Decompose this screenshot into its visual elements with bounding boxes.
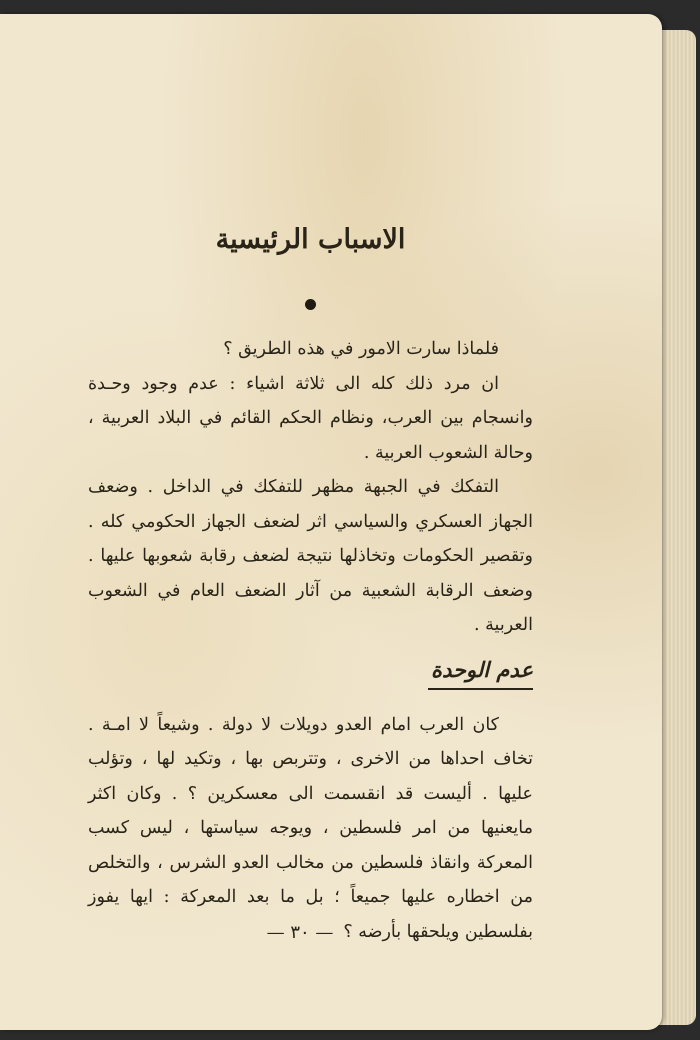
paragraph-weakness: التفكك في الجبهة مظهر للتفكك في الداخل . وضعف الجهاز العسكري والسياسي اثر لضعف الجهاز الحكومي كله . وتقصير الحكومات وتخاذلها نتيجة لضعف رقابة شعوبها عليها . وضعف الرقابة الشعبية من آثار الضعف العام في الشعوب العربية . bbox=[88, 477, 533, 635]
section-heading: عدم الوحدة bbox=[428, 657, 533, 690]
section-heading-wrapper bbox=[88, 643, 533, 708]
page bbox=[0, 14, 662, 1030]
paragraph-causes: ان مرد ذلك كله الى ثلاثة اشياء : عدم وجود وحـدة وانسجام بين العرب، ونظام الحكم القائم في البلاد العربية ، وحالة الشعوب العربية . bbox=[88, 373, 533, 463]
paragraph-disunity: كان العرب امام العدو دويلات لا دولة . وشيعاً لا امـة . تخاف احداها من الاخرى ، وتتربص بها ، وتكيد لها ، وتؤلب عليها . أليست قد انقسمت الى معسكرين ؟ . وكان اكثر مايعنيها من امر فلسطين ، ويوجه سياستها ، ليس كسب المعركة وانقاذ فلسطين من مخالب العدو الشرس ، والتخلص من اخطاره عليها جميعاً ؛ بل ما بعد المعركة : ايها يفوز بفلسطين ويلحقها بأرضه ؟ bbox=[88, 714, 533, 942]
bullet-ornament bbox=[305, 299, 316, 310]
paragraph-question: فلماذا سارت الامور في هذه الطريق ؟ bbox=[223, 339, 499, 359]
chapter-title: الاسباب الرئيسية bbox=[215, 224, 406, 255]
page-content bbox=[88, 224, 533, 949]
page-number: — ٣٠ — bbox=[266, 922, 334, 943]
